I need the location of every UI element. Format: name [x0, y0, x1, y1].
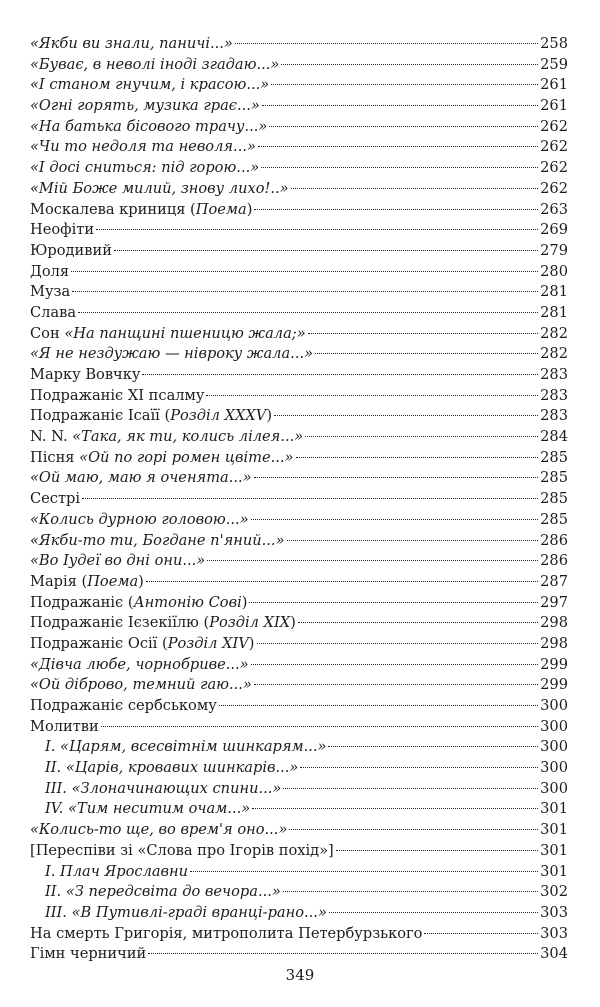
toc-leader-dots: [308, 333, 539, 334]
toc-entry-title: [30, 572, 144, 593]
toc-page-number: 285: [540, 469, 568, 487]
toc-entry: [30, 137, 568, 158]
toc-title-part: Марку Вовчку: [30, 366, 141, 383]
toc-entry-title: [30, 137, 256, 158]
toc-leader-dots: [298, 622, 538, 623]
toc-leader-dots: [254, 477, 539, 478]
toc-entry: [30, 324, 568, 345]
toc-entry-title: [30, 862, 188, 883]
toc-title-part: «Я не нездужаю — нівроку жала...»: [30, 345, 314, 363]
toc-entry: [30, 34, 568, 55]
toc-leader-dots: [148, 953, 538, 954]
toc-leader-dots: [424, 933, 538, 934]
toc-title-part: «Якби ви знали, паничі...»: [30, 35, 233, 52]
toc-entry-title: [30, 448, 294, 469]
toc-entry-title: [30, 779, 281, 800]
toc-title-part: IV.: [45, 800, 69, 818]
toc-title-part: Слава: [30, 303, 77, 321]
toc-entry: [30, 158, 568, 179]
toc-entry: [30, 510, 568, 531]
toc-entry-title: [30, 882, 281, 903]
toc-entry: [30, 903, 568, 924]
toc-entry-title: [30, 303, 76, 324]
toc-leader-dots: [305, 436, 538, 437]
toc-leader-dots: [291, 188, 539, 189]
toc-entry-title: [30, 34, 233, 55]
toc-leader-dots: [287, 540, 539, 541]
toc-entry: [30, 262, 568, 283]
toc-page-number: 262: [540, 159, 568, 177]
toc-page-number: 282: [540, 345, 568, 363]
toc-title-part: III.: [45, 779, 72, 797]
toc-leader-dots: [328, 746, 538, 747]
toc-entry: [30, 593, 568, 614]
toc-entry-title: [30, 655, 249, 676]
toc-page-number: 300: [540, 697, 568, 714]
toc-title-part: «В Путивлі-граді вранці-рано...»: [71, 903, 327, 921]
toc-entry-title: [30, 406, 272, 427]
toc-entry-title: [30, 324, 306, 345]
toc-page-number: 285: [540, 490, 568, 508]
toc-title-part: «Буває, в неволі іноді згадаю...»: [30, 55, 280, 73]
toc-page-number: 300: [540, 759, 568, 777]
toc-leader-dots: [114, 250, 538, 251]
table-of-contents: [30, 34, 568, 965]
toc-title-part: «Тим неситим очам...»: [68, 800, 251, 818]
toc-entry-title: [30, 489, 80, 510]
toc-title-part: «Мій Боже милий, знову лихо!..»: [30, 179, 289, 197]
toc-entry-title: [30, 241, 112, 262]
toc-entry: [30, 882, 568, 903]
toc-entry: [30, 427, 568, 448]
toc-entry: [30, 799, 568, 820]
toc-title-part: Гімн черничий: [30, 945, 147, 963]
toc-entry-title: [30, 510, 249, 531]
toc-entry-title: [30, 924, 422, 945]
toc-title-part: Пісня: [30, 448, 80, 466]
toc-entry-title: [30, 613, 296, 634]
toc-page-number: 304: [540, 945, 568, 963]
toc-page-number: 262: [540, 179, 568, 197]
toc-page-number: 285: [540, 510, 568, 528]
toc-leader-dots: [249, 602, 538, 603]
toc-leader-dots: [283, 891, 538, 892]
toc-title-part: «Ой маю, маю я оченята...»: [30, 469, 252, 487]
toc-page-number: 286: [540, 552, 568, 570]
page-number: 349: [285, 966, 315, 984]
toc-entry-title: [30, 675, 252, 696]
toc-entry: [30, 241, 568, 262]
toc-page-number: 301: [540, 800, 568, 818]
toc-leader-dots: [258, 146, 538, 147]
toc-title-part: «Колись дурною головою...»: [30, 510, 249, 528]
toc-leader-dots: [271, 84, 538, 85]
toc-page-number: 302: [540, 883, 568, 901]
toc-title-part: Розділ XXXV: [170, 407, 267, 425]
toc-page-number: 299: [540, 655, 568, 673]
toc-leader-dots: [329, 912, 538, 913]
toc-entry-title: [30, 944, 146, 965]
toc-entry-title: [30, 696, 217, 717]
toc-entry: [30, 96, 568, 117]
toc-title-part: Неофіти: [30, 221, 95, 239]
toc-leader-dots: [296, 457, 539, 458]
toc-page-number: 280: [540, 262, 568, 280]
toc-entry-title: [30, 717, 99, 738]
toc-page-number: 299: [540, 676, 568, 694]
toc-title-part: «Дівча любе, чорнобриве...»: [30, 655, 249, 673]
toc-leader-dots: [269, 126, 538, 127]
toc-title-part: Марія (: [30, 572, 88, 590]
toc-entry: [30, 200, 568, 221]
toc-entry: [30, 406, 568, 427]
toc-entry: [30, 779, 568, 800]
toc-entry-title: [30, 531, 285, 552]
toc-entry: [30, 220, 568, 241]
toc-title-part: Поема: [195, 200, 247, 218]
toc-page-number: 297: [540, 593, 568, 611]
toc-page-number: 262: [540, 117, 568, 135]
toc-title-part: «З передсвіта до вечора...»: [65, 883, 281, 901]
toc-title-part: «Царів, кровавих шинкарів...»: [65, 759, 299, 777]
toc-title-part: Подражаніє Осії (: [30, 634, 168, 652]
toc-entry-title: [30, 593, 247, 614]
toc-page-number: 298: [540, 614, 568, 632]
toc-entry-title: [30, 365, 140, 386]
toc-leader-dots: [251, 664, 539, 665]
toc-entry: [30, 655, 568, 676]
toc-title-part: «Ой по горі ромен цвіте...»: [79, 448, 294, 466]
toc-leader-dots: [101, 726, 538, 727]
toc-entry-title: [30, 96, 260, 117]
toc-entry: [30, 696, 568, 717]
toc-entry: [30, 386, 568, 407]
toc-leader-dots: [206, 395, 538, 396]
toc-leader-dots: [96, 229, 538, 230]
toc-entry: [30, 675, 568, 696]
toc-title-part: ): [266, 407, 273, 425]
toc-entry-title: [30, 179, 289, 200]
toc-title-part: II.: [45, 883, 66, 901]
toc-entry: [30, 468, 568, 489]
toc-page-number: 281: [540, 303, 568, 321]
toc-title-part: I.: [45, 738, 61, 756]
toc-entry-title: [30, 551, 205, 572]
toc-page-number: 259: [540, 55, 568, 73]
toc-title-part: «І досі сниться: під горою...»: [30, 159, 260, 177]
toc-page-number: 284: [540, 428, 568, 446]
toc-title-part: Подражаніє (: [30, 593, 134, 611]
toc-entry-title: [30, 758, 298, 779]
toc-entry: [30, 117, 568, 138]
toc-entry: [30, 55, 568, 76]
toc-entry: [30, 634, 568, 655]
toc-entry: [30, 820, 568, 841]
toc-entry-title: [30, 468, 252, 489]
toc-leader-dots: [254, 684, 538, 685]
toc-page-number: 287: [540, 572, 568, 590]
toc-page-number: 298: [540, 634, 568, 652]
toc-leader-dots: [336, 850, 538, 851]
toc-entry: [30, 344, 568, 365]
toc-page-number: 261: [540, 97, 568, 115]
toc-title-part: ): [138, 572, 144, 590]
toc-entry: [30, 448, 568, 469]
toc-entry-title: [30, 799, 250, 820]
toc-leader-dots: [252, 808, 538, 809]
toc-title-part: [Переспіви зі «Слова про Ігорів похід»]: [30, 841, 334, 859]
toc-entry-title: [30, 737, 326, 758]
toc-entry: [30, 944, 568, 965]
toc-page-number: 261: [540, 76, 568, 94]
toc-title-part: Розділ XIX: [209, 614, 291, 632]
toc-title-part: «Якби-то ти, Богдане п'яний...»: [30, 531, 285, 549]
toc-title-part: Подражаніє ХІ псалму: [30, 386, 205, 404]
toc-entry-title: [30, 200, 252, 221]
toc-leader-dots: [251, 519, 539, 520]
toc-page-number: 303: [540, 903, 568, 921]
toc-leader-dots: [207, 560, 538, 561]
toc-entry: [30, 75, 568, 96]
toc-entry-title: [30, 55, 279, 76]
toc-leader-dots: [281, 64, 538, 65]
toc-title-part: Юродивий: [30, 241, 112, 259]
toc-title-part: ): [241, 593, 248, 611]
toc-title-part: «Така, як ти, колись лілея...»: [72, 428, 304, 446]
toc-page-number: 283: [540, 407, 568, 425]
toc-entry-title: [30, 634, 255, 655]
toc-leader-dots: [283, 788, 538, 789]
toc-entry-title: [30, 820, 287, 841]
toc-title-part: «Чи то недоля та неволя...»: [30, 138, 256, 156]
toc-page-number: 262: [540, 138, 568, 156]
toc-page-number: 269: [540, 221, 568, 239]
toc-entry-title: [30, 903, 327, 924]
toc-page-number: 300: [540, 717, 568, 735]
toc-leader-dots: [72, 291, 538, 292]
toc-page-number: 301: [540, 841, 568, 859]
toc-title-part: «Колись-то ще, во врем'я оно...»: [30, 821, 288, 839]
toc-title-part: «Во Іудеї во дні они...»: [30, 552, 206, 570]
toc-title-part: «На панщині пшеницю жала;»: [64, 324, 306, 342]
toc-title-part: «Ой діброво, темний гаю...»: [30, 676, 252, 694]
toc-title-part: «І станом гнучим, і красою...»: [30, 76, 270, 94]
toc-leader-dots: [254, 209, 538, 210]
toc-leader-dots: [142, 374, 538, 375]
toc-entry-title: [30, 220, 94, 241]
toc-page-number: 285: [540, 448, 568, 466]
toc-title-part: Антонію Сові: [133, 593, 242, 611]
toc-title-part: Подражаніє Ісаїї (: [30, 407, 171, 425]
toc-entry-title: [30, 344, 313, 365]
toc-page-number: 301: [540, 862, 568, 880]
toc-leader-dots: [82, 498, 538, 499]
toc-title-part: II.: [45, 759, 66, 777]
toc-entry-title: [30, 117, 267, 138]
toc-title-part: Подражаніє Ієзекіїлю (: [30, 614, 210, 632]
toc-entry: [30, 862, 568, 883]
toc-entry: [30, 365, 568, 386]
toc-entry-title: [30, 427, 303, 448]
toc-title-part: I. Плач Ярославни: [45, 862, 189, 880]
toc-entry: [30, 613, 568, 634]
toc-entry-title: [30, 158, 259, 179]
toc-page-number: 283: [540, 386, 568, 404]
toc-page-number: 281: [540, 283, 568, 301]
toc-entry: [30, 282, 568, 303]
toc-entry: [30, 551, 568, 572]
toc-leader-dots: [235, 43, 538, 44]
toc-title-part: Доля: [30, 262, 70, 280]
toc-page-number: 283: [540, 366, 568, 383]
toc-entry: [30, 717, 568, 738]
toc-title-part: «Царям, всесвітнім шинкарям...»: [60, 738, 327, 756]
toc-leader-dots: [190, 871, 538, 872]
toc-leader-dots: [300, 767, 538, 768]
toc-page-number: 258: [540, 35, 568, 52]
toc-leader-dots: [262, 105, 538, 106]
toc-entry: [30, 179, 568, 200]
toc-entry-title: [30, 282, 70, 303]
toc-page-number: 300: [540, 738, 568, 756]
toc-leader-dots: [315, 353, 538, 354]
toc-title-part: N. N.: [30, 428, 73, 446]
toc-title-part: ): [246, 200, 253, 218]
toc-title-part: ): [248, 634, 255, 652]
toc-entry: [30, 531, 568, 552]
toc-page-number: 263: [540, 200, 568, 218]
toc-title-part: III.: [45, 903, 72, 921]
toc-title-part: На смерть Григорія, митрополита Петербурзького: [30, 924, 423, 942]
toc-entry: [30, 572, 568, 593]
toc-title-part: ): [290, 614, 296, 632]
toc-entry: [30, 737, 568, 758]
toc-page-number: 286: [540, 531, 568, 549]
toc-title-part: Сон: [30, 324, 65, 342]
toc-entry-title: [30, 75, 269, 96]
toc-entry: [30, 489, 568, 510]
toc-entry-title: [30, 841, 334, 862]
toc-title-part: «Огні горять, музика грає...»: [30, 97, 260, 115]
toc-leader-dots: [146, 581, 538, 582]
toc-title-part: «На батька бісового трачу...»: [30, 117, 268, 135]
toc-title-part: Москалева криниця (: [30, 200, 196, 218]
toc-entry: [30, 303, 568, 324]
toc-page-number: 279: [540, 241, 568, 259]
toc-entry-title: [30, 386, 204, 407]
toc-entry: [30, 841, 568, 862]
toc-title-part: Муза: [30, 283, 71, 301]
toc-leader-dots: [78, 312, 538, 313]
toc-page-number: 303: [540, 924, 568, 942]
toc-title-part: Сестрі: [30, 490, 81, 508]
toc-page-number: 300: [540, 779, 568, 797]
toc-title-part: Молитви: [30, 717, 99, 735]
toc-entry: [30, 758, 568, 779]
toc-leader-dots: [289, 829, 538, 830]
toc-title-part: Подражаніє сербському: [30, 697, 217, 714]
toc-title-part: «Злоначинающих спини...»: [71, 779, 282, 797]
toc-page-number: 282: [540, 324, 568, 342]
toc-entry-title: [30, 262, 69, 283]
toc-title-part: Розділ XIV: [167, 634, 249, 652]
toc-leader-dots: [71, 271, 538, 272]
toc-leader-dots: [261, 167, 538, 168]
toc-title-part: Поема: [87, 572, 139, 590]
toc-entry: [30, 924, 568, 945]
toc-leader-dots: [219, 705, 538, 706]
toc-leader-dots: [257, 643, 539, 644]
toc-leader-dots: [274, 415, 538, 416]
toc-page-number: 301: [540, 821, 568, 839]
